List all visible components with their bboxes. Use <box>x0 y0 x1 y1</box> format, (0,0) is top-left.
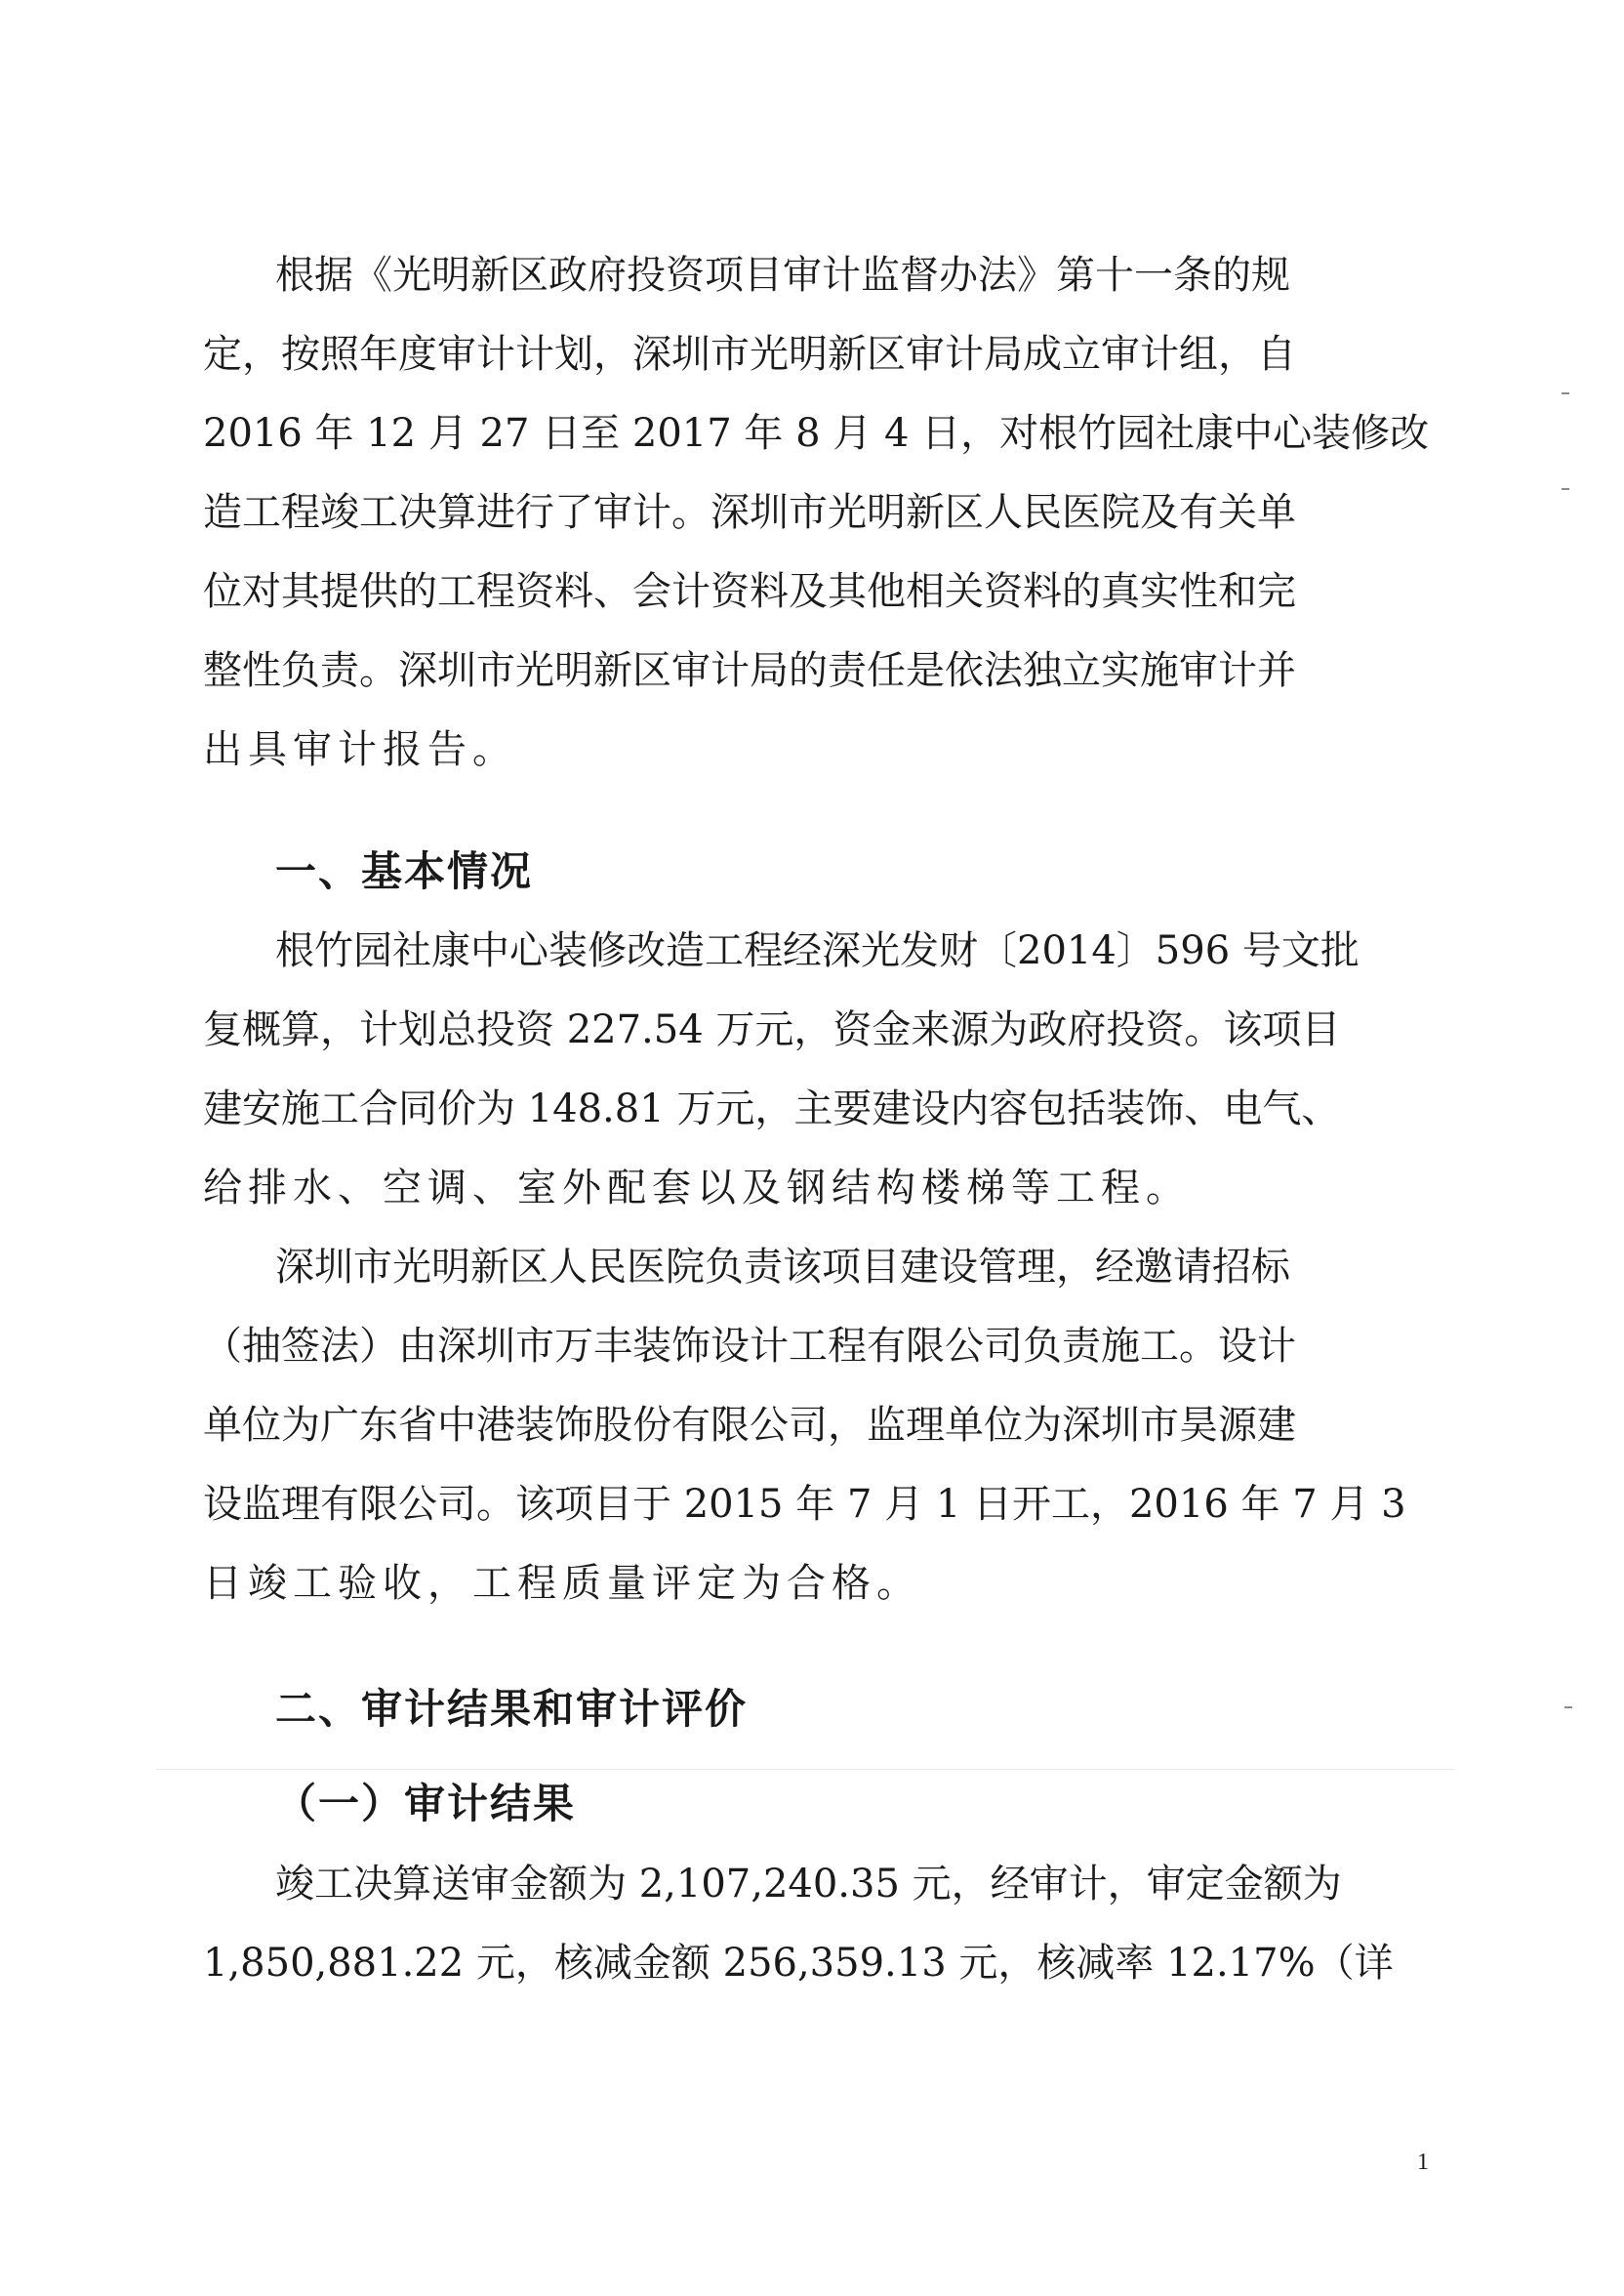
paragraph-1-line-2: 定，按照年度审计计划，深圳市光明新区审计局成立审计组，自 <box>203 332 1296 377</box>
paragraph-1-line-6: 整性负责。深圳市光明新区审计局的责任是依法独立实施审计并 <box>203 648 1296 693</box>
scan-mark <box>1562 488 1569 490</box>
paragraph-3-line-1: 深圳市光明新区人民医院负责该项目建设管理，经邀请招标 <box>275 1245 1290 1290</box>
scan-mark <box>1564 1706 1572 1708</box>
section-heading-audit-results-and-evaluation: 二、审计结果和审计评价 <box>275 1685 749 1733</box>
paragraph-1-line-3: 2016 年 12 月 27 日至 2017 年 8 月 4 日，对根竹园社康中心装修改 <box>203 411 1430 456</box>
page-number: 1 <box>1417 2150 1429 2175</box>
section-heading-basic-info: 一、基本情况 <box>275 847 534 895</box>
scan-artifact-line <box>156 1769 1454 1770</box>
paragraph-3-line-3: 单位为广东省中港装饰股份有限公司，监理单位为深圳市昊源建 <box>203 1403 1296 1448</box>
paragraph-2-line-3: 建安施工合同价为 148.81 万元，主要建设内容包括装饰、电气、 <box>203 1086 1341 1131</box>
paragraph-2-line-4: 给排水、空调、室外配套以及钢结构楼梯等工程。 <box>203 1166 1191 1210</box>
paragraph-1-line-4: 造工程竣工决算进行了审计。深圳市光明新区人民医院及有关单 <box>203 490 1296 535</box>
paragraph-4-line-1: 竣工决算送审金额为 2,107,240.35 元，经审计，审定金额为 <box>275 1862 1342 1906</box>
paragraph-2-line-1: 根竹园社康中心装修改造工程经深光发财〔2014〕596 号文批 <box>275 928 1360 973</box>
subsection-heading-audit-results: （一）审计结果 <box>275 1780 577 1827</box>
scan-mark <box>1562 392 1569 394</box>
paragraph-3-line-2: （抽签法）由深圳市万丰装饰设计工程有限公司负责施工。设计 <box>203 1324 1296 1369</box>
paragraph-3-line-5: 日竣工验收，工程质量评定为合格。 <box>203 1561 921 1606</box>
paragraph-1-line-1: 根据《光明新区政府投资项目审计监督办法》第十一条的规 <box>275 253 1290 298</box>
paragraph-3-line-4: 设监理有限公司。该项目于 2015 年 7 月 1 日开工，2016 年 7 月 3 <box>203 1482 1406 1527</box>
paragraph-1-line-7: 出具审计报告。 <box>203 727 517 772</box>
paragraph-4-line-2: 1,850,881.22 元，核减金额 256,359.13 元，核减率 12.17%（详 <box>203 1941 1394 1986</box>
paragraph-1-line-5: 位对其提供的工程资料、会计资料及其他相关资料的真实性和完 <box>203 569 1296 614</box>
paragraph-2-line-2: 复概算，计划总投资 227.54 万元，资金来源为政府投资。该项目 <box>203 1007 1341 1052</box>
